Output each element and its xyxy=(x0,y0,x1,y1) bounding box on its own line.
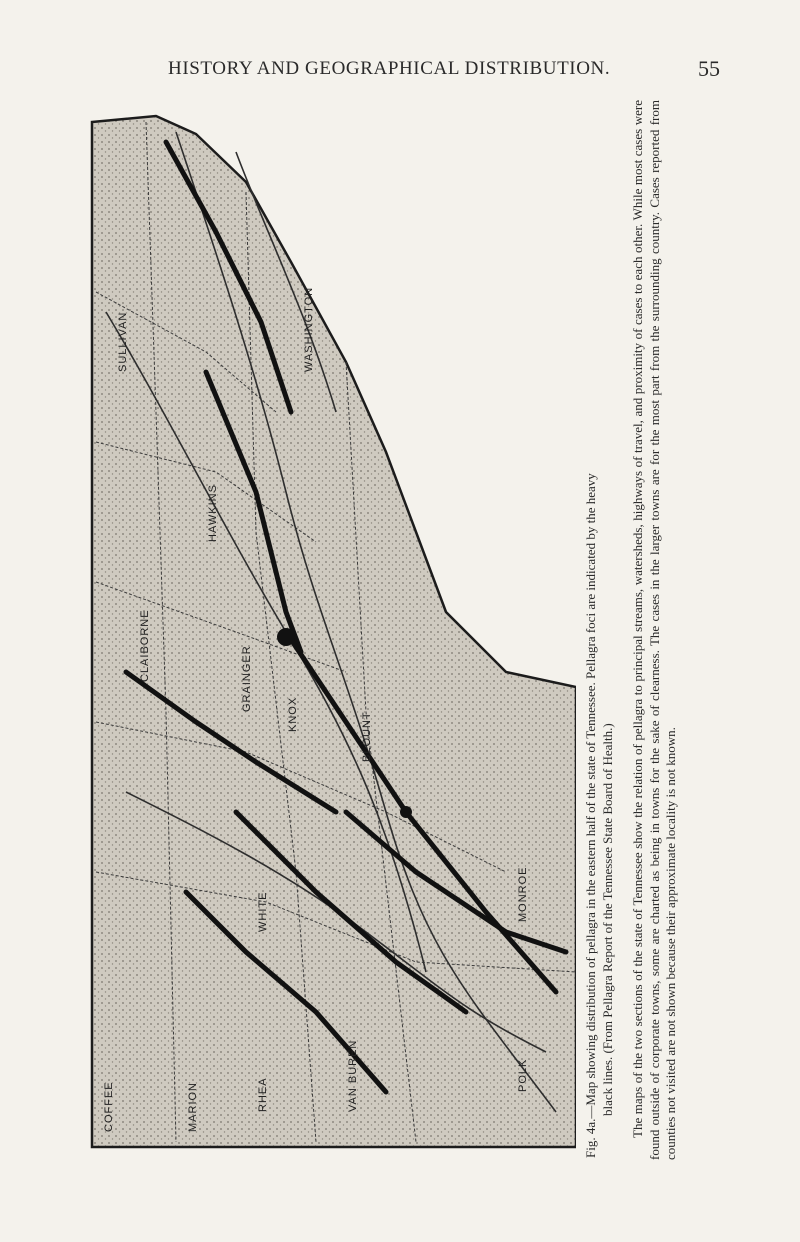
county-label-blount: BLOUNT xyxy=(361,711,373,762)
county-label-coffee: COFFEE xyxy=(103,1081,115,1132)
county-label-washington: WASHINGTON xyxy=(303,286,315,372)
county-label-claiborne: CLAIBORNE xyxy=(139,609,151,682)
county-label-marion: MARION xyxy=(187,1082,199,1132)
county-label-monroe: MONROE xyxy=(517,866,529,922)
figure-caption-line1: Fig. 4a.—Map showing distribution of pellagra in the eastern half of the state of Tennessee. Pellagra foci are indicated by the heavy xyxy=(583,473,598,1158)
pellagra-map-east-tennessee xyxy=(86,112,576,1152)
page-header xyxy=(0,58,800,88)
caption-column xyxy=(583,100,693,1160)
county-label-van-buren: VAN BUREN xyxy=(347,1039,359,1112)
map-land xyxy=(92,116,576,1147)
body-paragraph: The maps of the two sections of the state of Tennessee show the relation of pellagra to principal streams, watersheds, highways of travel, and proximity of cases to each other. While most cases were found outside of corporate towns, some are charted as being in towns for the sake of clearness. The cases in the larger towns are for the most part from the surrounding country. Cases reported from counties not visited are not shown because their approximate locality is not known. xyxy=(630,100,678,1160)
county-label-hawkins: HAWKINS xyxy=(207,484,219,542)
figure-caption xyxy=(583,100,616,1160)
county-label-white: WHITE xyxy=(257,891,269,932)
county-label-grainger: GRAINGER xyxy=(241,645,253,712)
running-title: HISTORY AND GEOGRAPHICAL DISTRIBUTION. xyxy=(168,58,611,79)
county-label-polk: POLK xyxy=(517,1058,529,1092)
figure-caption-line2: black lines. (From Pellagra Report of the Tennessee State Board of Health.) xyxy=(599,723,615,1116)
page-number: 55 xyxy=(698,56,720,81)
county-label-rhea: RHEA xyxy=(257,1077,269,1112)
county-label-knox: KNOX xyxy=(287,696,299,732)
county-label-sullivan: SULLIVAN xyxy=(117,311,129,372)
